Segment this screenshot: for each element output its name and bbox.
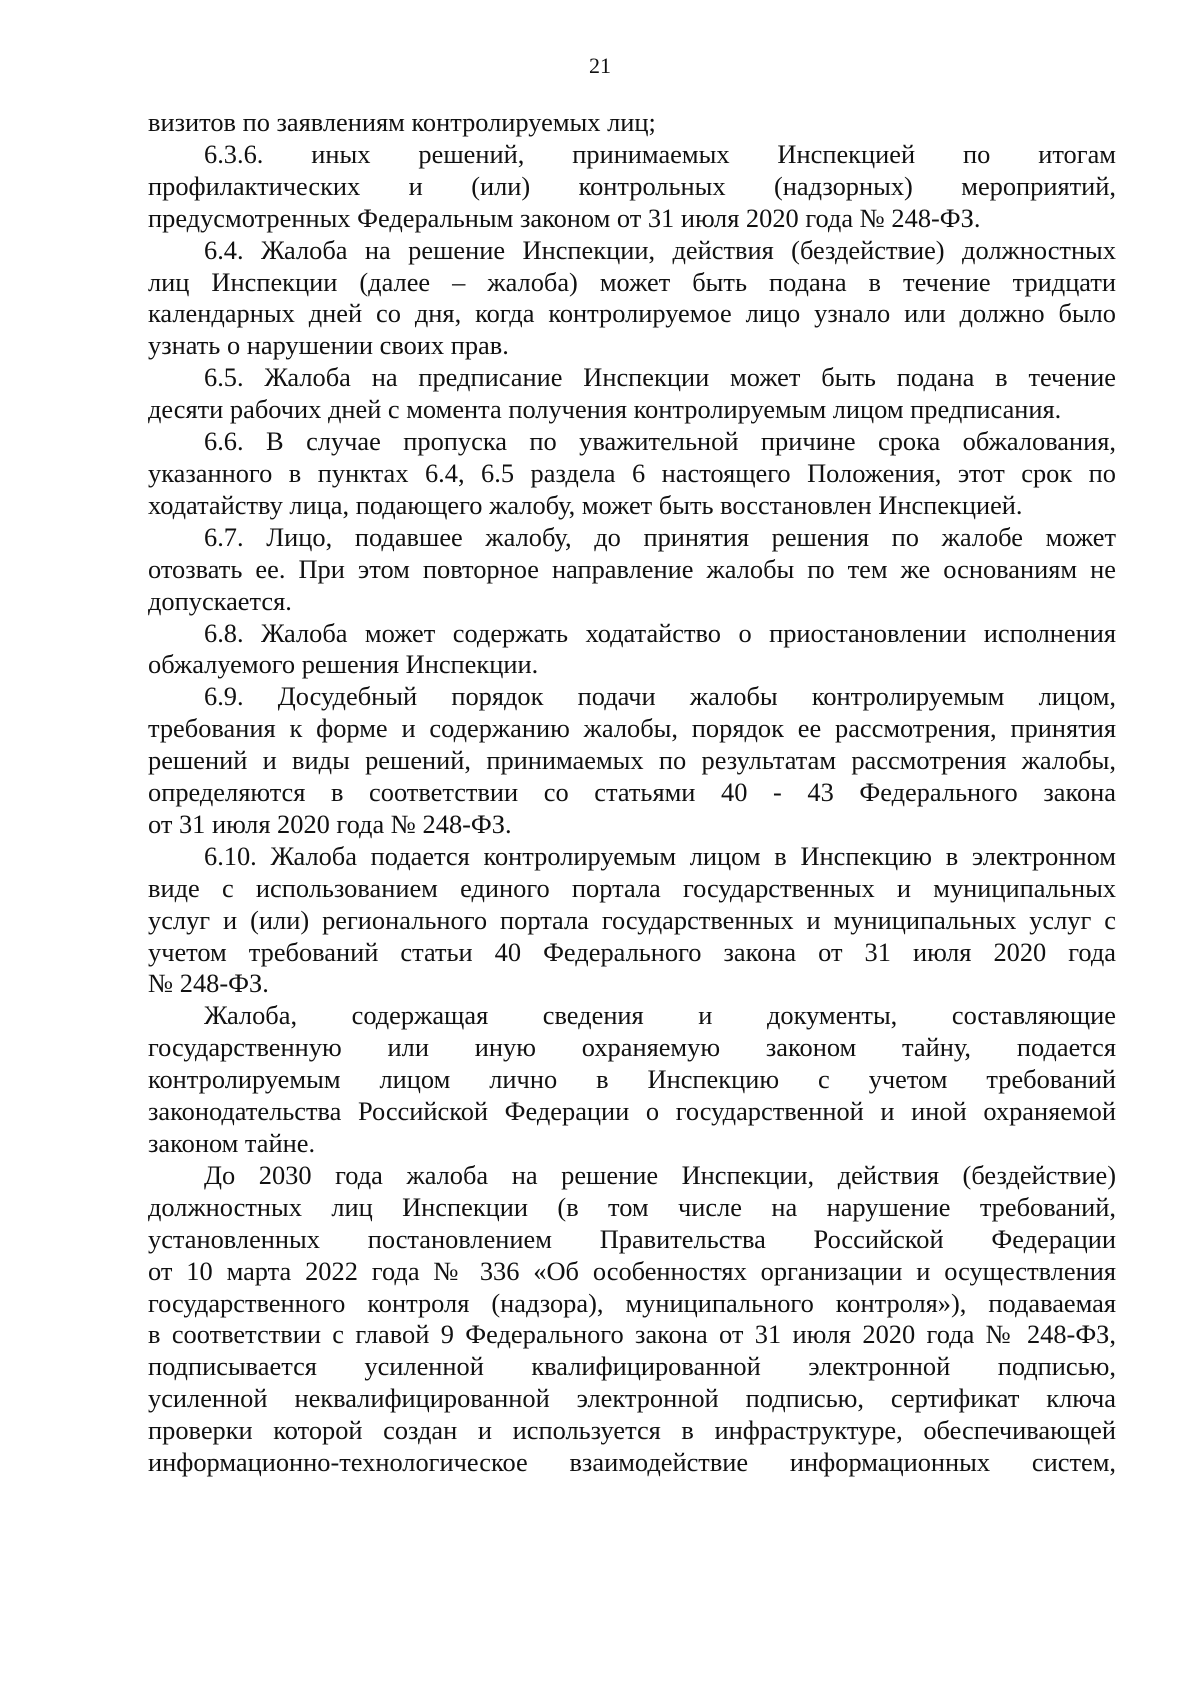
text-line: 6.8. Жалоба может содержать ходатайство о приостановлении исполнения — [204, 617, 1116, 648]
text-line: законом тайне. — [148, 1128, 316, 1158]
text-line: отозвать ее. При этом повторное направление жалобы по тем же основаниям не — [148, 553, 1116, 584]
text-line: государственного контроля (надзора), муниципального контроля»), подаваемая — [148, 1287, 1116, 1318]
text-line: 6.9. Досудебный порядок подачи жалобы контролируемым лицом, — [204, 681, 1116, 712]
text-line: учетом требований статьи 40 Федерального закона от 31 июля 2020 года — [148, 936, 1116, 967]
text-line: услуг и (или) регионального портала государственных и муниципальных услуг с — [148, 904, 1116, 935]
text-line: предусмотренных Федеральным законом от 31 июля 2020 года № 248-ФЗ. — [148, 202, 981, 233]
text-line: узнать о нарушении своих прав. — [148, 330, 509, 361]
text-line: виде с использованием единого портала государственных и муниципальных — [148, 872, 1116, 903]
text-line: требования к форме и содержанию жалобы, порядок ее рассмотрения, принятия — [148, 713, 1116, 744]
text-line: 6.4. Жалоба на решение Инспекции, действия (бездействие) должностных — [204, 234, 1116, 265]
text-line: 6.7. Лицо, подавшее жалобу, до принятия решения по жалобе может — [204, 521, 1116, 552]
text-line: До 2030 года жалоба на решение Инспекции, действия (бездействие) — [204, 1159, 1116, 1190]
text-line: 6.5. Жалоба на предписание Инспекции может быть подана в течение — [204, 362, 1116, 393]
text-line: 6.3.6. иных решений, принимаемых Инспекцией по итогам — [204, 138, 1116, 169]
page-number: 21 — [589, 53, 611, 78]
text-line: указанного в пунктах 6.4, 6.5 раздела 6 настоящего Положения, этот срок по — [148, 457, 1116, 488]
text-line: определяются в соответствии со статьями 40 - 43 Федерального закона — [148, 777, 1116, 808]
text-line: от 10 марта 2022 года № 336 «Об особенностях организации и осуществления — [148, 1255, 1116, 1286]
text-line: контролируемым лицом лично в Инспекцию с учетом требований — [148, 1064, 1116, 1095]
text-line: государственную или иную охраняемую законом тайну, подается — [148, 1032, 1116, 1063]
text-line: должностных лиц Инспекции (в том числе на нарушение требований, — [148, 1191, 1116, 1222]
text-line: законодательства Российской Федерации о государственной и иной охраняемой — [148, 1096, 1116, 1127]
text-line: усиленной неквалифицированной электронной подписью, сертификат ключа — [148, 1383, 1116, 1414]
text-line: от 31 июля 2020 года № 248-ФЗ. — [148, 808, 512, 839]
text-line: визитов по заявлениям контролируемых лиц; — [148, 107, 656, 137]
text-line: в соответствии с главой 9 Федерального закона от 31 июля 2020 года № 248-ФЗ, — [148, 1319, 1116, 1350]
text-line: лиц Инспекции (далее – жалоба) может быть подана в течение тридцати — [148, 266, 1116, 297]
text-line: десяти рабочих дней с момента получения контролируемым лицом предписания. — [148, 394, 1062, 425]
text-line: проверки которой создан и используется в инфраструктуре, обеспечивающей — [148, 1415, 1116, 1446]
text-line: информационно-технологическое взаимодействие информационных систем, — [148, 1447, 1116, 1478]
text-line: календарных дней со дня, когда контролируемое лицо узнало или должно было — [148, 298, 1116, 329]
text-line: профилактических и (или) контрольных (надзорных) мероприятий, — [148, 170, 1116, 201]
text-line: подписывается усиленной квалифицированной электронной подписью, — [148, 1351, 1116, 1382]
text-line: 6.10. Жалоба подается контролируемым лицом в Инспекцию в электронном — [204, 840, 1116, 871]
text-line: Жалоба, содержащая сведения и документы, составляющие — [204, 1000, 1116, 1031]
text-line: решений и виды решений, принимаемых по результатам рассмотрения жалобы, — [148, 745, 1116, 776]
text-line: допускается. — [148, 585, 292, 616]
document-body — [148, 107, 1116, 1479]
text-line: 6.6. В случае пропуска по уважительной причине срока обжалования, — [204, 426, 1116, 457]
text-line: установленных постановлением Правительства Российской Федерации — [148, 1223, 1116, 1254]
text-line: обжалуемого решения Инспекции. — [148, 649, 539, 680]
text-line: № 248-ФЗ. — [148, 968, 269, 999]
text-line: ходатайству лица, подающего жалобу, может быть восстановлен Инспекцией. — [148, 489, 1023, 520]
